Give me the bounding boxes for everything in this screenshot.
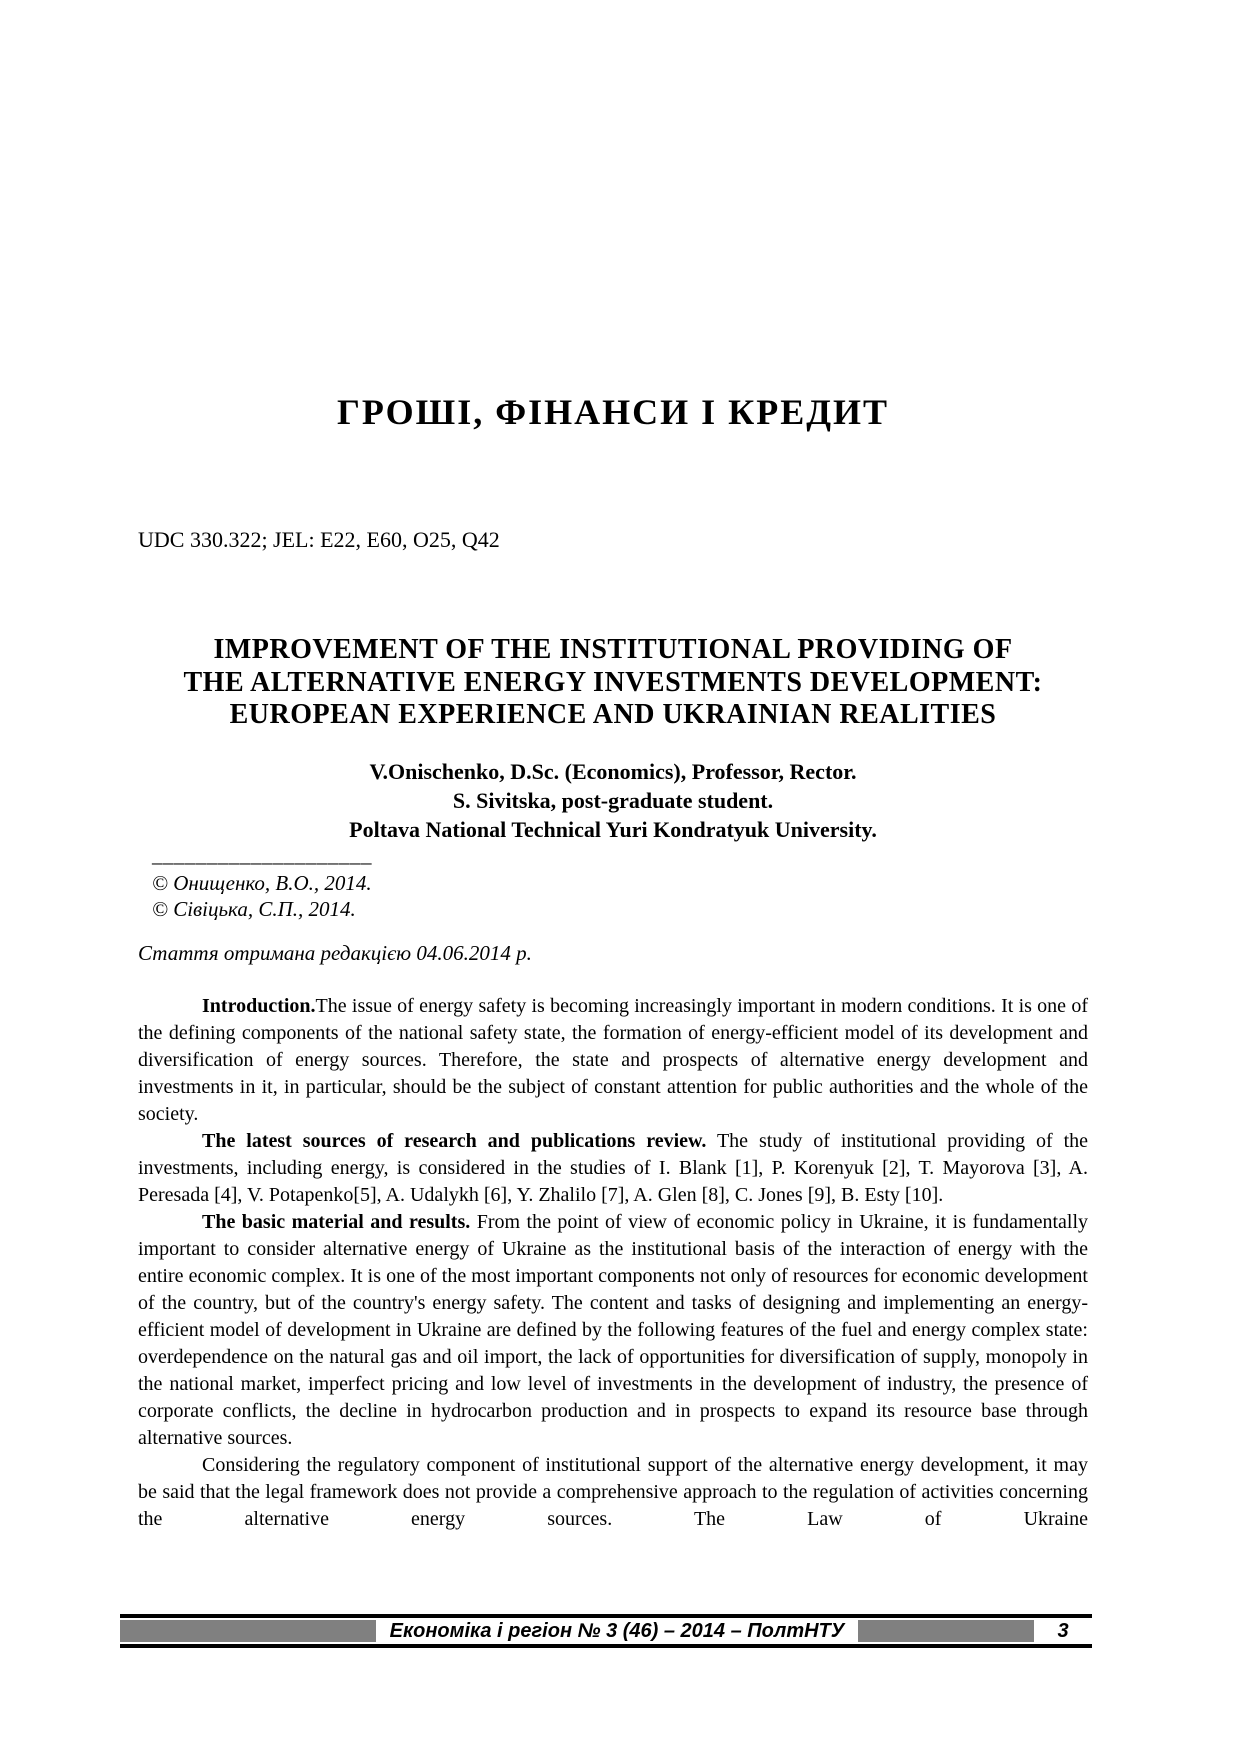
paragraph-text: From the point of view of economic policy in Ukraine, it is fundamentally important to consider alternative energy of Ukraine as the institutional basis of the interaction of energy with the entire economic complex. It is one of the most important components not only of resources for economic development of the country, but of the country's energy safety. The content and tasks of designing and implementing an energy-efficient model of development in Ukraine are defined by the following features of the fuel and energy complex state: overdependence on the natural gas and oil import, the lack of opportunities for diversification of supply, monopoly in the national market, imperfect pricing and low level of investments in the development of industry, the presence of corporate conflicts, the decline in hydrocarbon production and in prospects to expand its resource base through alternative sources. [138,1211,1088,1449]
copyright-line-1: © Онищенко, В.О., 2014. [152,871,372,895]
copyright-block [152,871,372,922]
paragraph-regulatory [138,1452,1088,1533]
received-date-note: Стаття отримана редакцією 04.06.2014 р. [138,941,532,965]
author-line-1: V.Onischenko, D.Sc. (Economics), Professor, Rector. [369,759,857,784]
author-line-2: S. Sivitska, post-graduate student. [452,788,774,813]
footnote-separator: ____________________ [152,843,372,867]
footer-row [120,1620,1092,1642]
article-title-line-2: THE ALTERNATIVE ENERGY INVESTMENTS DEVELOPMENT: [183,666,1043,698]
body-text [138,993,1088,1533]
paragraph-lead: Introduction. [202,995,316,1017]
article-title-line-1: IMPROVEMENT OF THE INSTITUTIONAL PROVIDING OF [213,634,1013,665]
paragraph-text: The issue of energy safety is becoming increasingly important in modern conditions. It is one of the defining components of the national safety state, the formation of energy-efficient model of its development and diversification of energy sources. Therefore, the state and prospects of alternative energy development and investments in it, in particular, should be the subject of constant attention for public authorities and the whole of the society. [138,995,1088,1125]
footer-page-number: 3 [1057,1620,1069,1642]
footer-bar [120,1614,1092,1648]
paragraph-lead: The latest sources of research and publications review. [202,1130,707,1152]
paragraph-basic-material [138,1209,1088,1452]
section-heading: ГРОШІ, ФІНАНСИ І КРЕДИТ [336,392,890,432]
paragraph-lead: The basic material and results. [202,1211,471,1233]
udc-jel-line: UDC 330.322; JEL: E22, E60, O25, Q42 [138,527,500,552]
footer-shade-right [858,1620,1034,1642]
paragraph-text: Considering the regulatory component of institutional support of the alternative energy development, it may be said that the legal framework does not provide a comprehensive approach to the regulation of activities concerning the alternative energy sources. The Law of Ukraine [138,1454,1088,1530]
copyright-line-2: © Сівіцька, С.П., 2014. [152,896,356,921]
article-title-line-3: EUROPEAN EXPERIENCE AND UKRAINIAN REALITIES [229,699,997,730]
footer-journal-title: Економіка і регіон № 3 (46) – 2014 – ПолтНТУ [389,1620,845,1642]
authors-block [120,757,1106,844]
footer-shade-left [120,1620,376,1642]
article-title [120,634,1106,732]
paragraph-sources-review [138,1128,1088,1209]
paragraph-text: The study of institutional providing of the investments, including energy, is considered in the studies of I. Blank [1], P. Korenyuk [2], T. Mayorova [3], A. Peresada [4], V. Potapenko[5], A. Udalykh [6], Y. Zhalilo [7], A. Glen [8], C. Jones [9], B. Esty [10]. [138,1130,1089,1206]
paragraph-introduction [138,993,1088,1128]
affiliation-line: Poltava National Technical Yuri Kondratyuk University. [349,817,877,842]
